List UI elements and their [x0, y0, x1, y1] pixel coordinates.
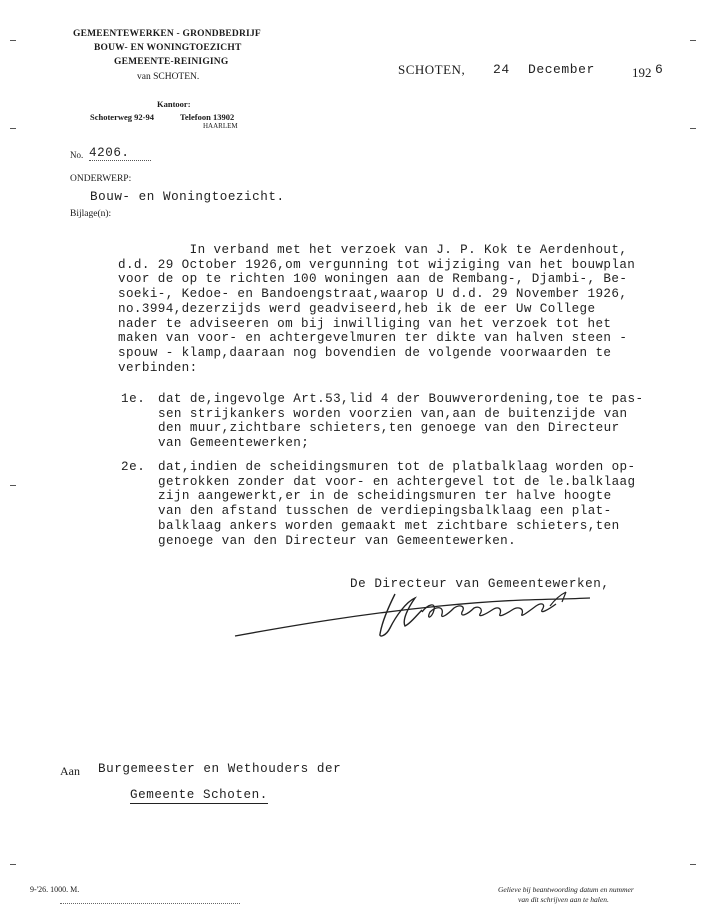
- dateline-year-prefix: 192: [632, 65, 652, 80]
- attachments-label: Bijlage(n):: [70, 209, 112, 219]
- signature: [230, 588, 600, 648]
- office-address: Schoterweg 92-94: [90, 112, 154, 122]
- print-code: 9-'26. 1000. M.: [30, 885, 80, 894]
- dateline-month: December: [528, 62, 595, 77]
- scan-mark: [10, 128, 16, 129]
- addressee-line1: Burgemeester en Wethouders der: [98, 762, 342, 776]
- subject-value: Bouw- en Woningtoezicht.: [90, 190, 285, 204]
- office-label: Kantoor:: [157, 99, 191, 109]
- letterhead-department: GEMEENTEWERKEN - GRONDBEDRIJF: [73, 29, 261, 39]
- condition-marker: 2e.: [121, 460, 146, 474]
- body-intro-paragraph: In verband met het verzoek van J. P. Kok te Aerdenhout, d.d. 29 October 1926,om vergunning tot wijziging van het bouwplan voor de op te richten 100 woningen aan de Rembang-, Djambi-, Be- soeki-, Kedoe- en Bandoengstraat,waarop U d.d. 29 November 1926, no.3994,dezerzijds werd geadviseerd,heb ik de eer Uw College nader te adviseeren om bij inwilliging van het verzoek tot het maken van voor- en achtergevelmuren ter dikte van halven steen - spouw - klamp,daaraan nog bovendien de volgende voorwaarden te verbinden:: [118, 243, 636, 375]
- dateline-place: SCHOTEN,: [398, 62, 466, 77]
- dateline-day: 24: [493, 62, 510, 77]
- addressee-line2: [130, 788, 268, 802]
- footer-note-line1: Gelieve bij beantwoording datum en nummer: [498, 885, 634, 894]
- addressee-prefix: Aan: [60, 764, 80, 778]
- footer-rule: [60, 903, 240, 905]
- condition-text: dat,indien de scheidingsmuren tot de platbalklaag worden op- getrokken zonder dat voor- en achtergevel tot de le.balklaag zijn aangewerkt,er in de scheidingsmuren ter halve hoogte van den afstand tusschen de verdiepingsbalklaag een plat- balklaag ankers worden gemaakt met zichtbare schieters,ten genoege van den Directeur van Gemeentewerken.: [158, 460, 636, 548]
- office-city: HAARLEM: [203, 122, 238, 130]
- scan-mark: [690, 40, 696, 41]
- number-label: No.: [70, 150, 84, 160]
- scan-mark: [10, 864, 16, 865]
- subject-label: ONDERWERP:: [70, 174, 132, 184]
- footer-note-line2: van dit schrijven aan te halen.: [518, 895, 609, 904]
- scan-mark: [10, 485, 16, 486]
- scan-mark: [690, 128, 696, 129]
- letter-number: 4206.: [89, 146, 151, 161]
- condition-marker: 1e.: [121, 392, 146, 406]
- signer-title: De Directeur van Gemeentewerken,: [350, 577, 610, 591]
- letterhead-service: GEMEENTE-REINIGING: [114, 57, 229, 67]
- office-phone: Telefoon 13902: [180, 112, 235, 122]
- letterhead-division: BOUW- EN WONINGTOEZICHT: [94, 43, 242, 53]
- addressee-line2-text: Gemeente Schoten.: [130, 788, 268, 802]
- scan-mark: [10, 40, 16, 41]
- dateline-year-suffix: 6: [655, 62, 664, 77]
- condition-text: dat de,ingevolge Art.53,lid 4 der Bouwverordening,toe te pas- sen strijkankers worden voorzien van,aan de buitenzijde van den muur,zichtbare schieters,ten genoege van den Directeur van Gemeentewerken;: [158, 392, 644, 451]
- scan-mark: [690, 864, 696, 865]
- letterhead-municipality: van SCHOTEN.: [137, 72, 200, 82]
